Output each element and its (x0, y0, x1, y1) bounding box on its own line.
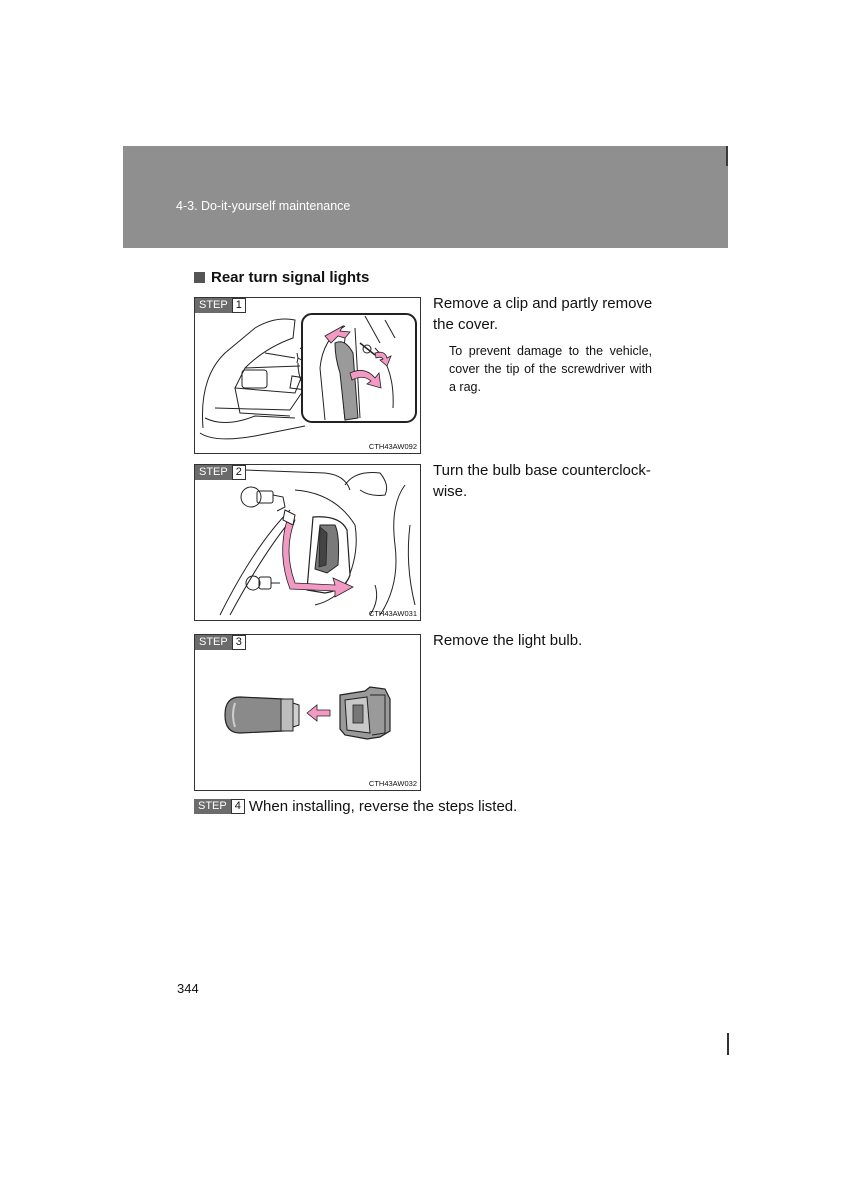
step-number: 3 (232, 635, 246, 650)
step-badge-1 (195, 298, 246, 313)
page-number: 344 (177, 981, 199, 996)
step-badge-3 (195, 635, 246, 650)
chapter-header-band (123, 146, 728, 248)
figure-code: CTH43AW092 (368, 442, 417, 451)
figure-step-3 (194, 634, 421, 791)
step-number: 2 (232, 465, 246, 480)
step-number: 1 (232, 298, 246, 313)
step-badge-4 (194, 799, 245, 814)
figure-code: CTH43AW031 (368, 609, 417, 618)
header-tick-mark (726, 146, 728, 166)
figure-step-2 (194, 464, 421, 621)
step-4-text: When installing, reverse the steps listed. (248, 798, 518, 815)
step-badge-2 (195, 465, 246, 480)
step-number: 4 (231, 799, 245, 814)
step-2-text: Turn the bulb base counterclock-wise. (433, 462, 651, 500)
figure-step-1 (194, 297, 421, 454)
step-3-text: Remove the light bulb. (433, 632, 583, 649)
step-label: STEP (195, 298, 232, 313)
square-bullet-icon (194, 272, 205, 283)
section-heading (194, 269, 369, 286)
step-1-text: Remove a clip and partly remove the cover. (433, 295, 653, 333)
bulb-base-illustration (195, 465, 420, 620)
page-edge-mark (727, 1033, 729, 1055)
step-4 (194, 798, 517, 815)
step-label: STEP (195, 635, 232, 650)
step-1-note: To prevent damage to the vehicle, cover the tip of the screwdriver with a rag. (449, 344, 652, 394)
bulb-removal-illustration (195, 635, 420, 790)
step-label: STEP (194, 799, 231, 814)
figure-code: CTH43AW032 (368, 779, 417, 788)
section-heading-text: Rear turn signal lights (211, 269, 370, 286)
chapter-title: 4-3. Do-it-yourself maintenance (176, 199, 351, 213)
trunk-cover-illustration (195, 298, 420, 453)
step-label: STEP (195, 465, 232, 480)
